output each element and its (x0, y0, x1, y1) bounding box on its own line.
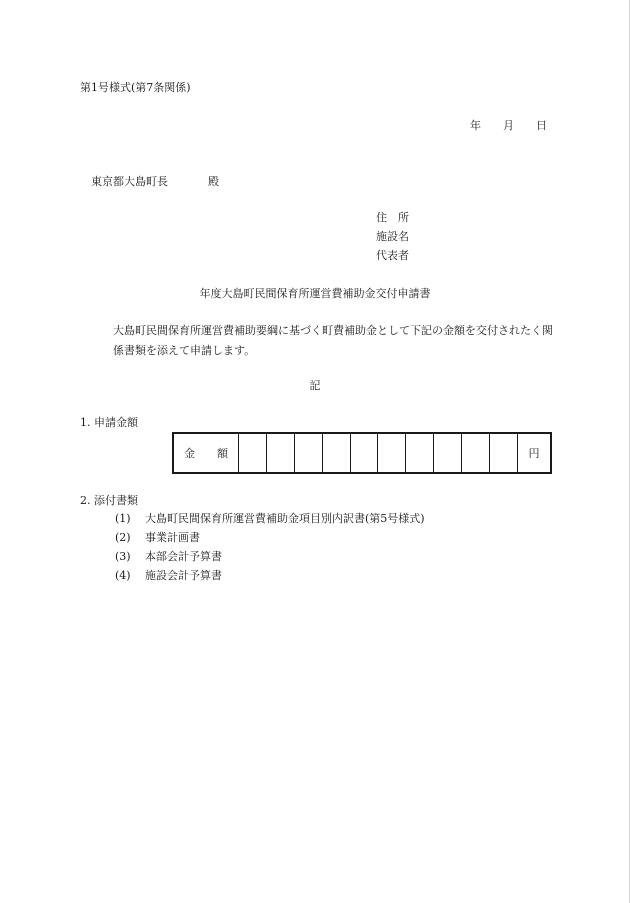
date-line (470, 119, 547, 133)
applicant-facility-label: 施設名 (376, 230, 409, 243)
attachment-number: (3) (115, 550, 131, 563)
attachment-number: (2) (115, 531, 131, 544)
attachment-text: 事業計画書 (145, 531, 200, 544)
digit-cell[interactable] (294, 433, 322, 473)
attachment-item (115, 512, 425, 531)
form-number: 第1号様式(第7条関係) (80, 81, 191, 94)
digit-cell[interactable] (406, 433, 434, 473)
ki-marker: 記 (309, 379, 321, 392)
digit-cell[interactable] (462, 433, 490, 473)
amount-row (173, 433, 551, 473)
amount-unit-cell: 円 (518, 433, 552, 473)
attachment-item (115, 531, 425, 550)
amount-label-cell (173, 433, 239, 473)
attachment-text: 大島町民間保育所運営費補助金項目別内訳書(第5号様式) (145, 512, 425, 525)
addressee-honorific: 殿 (208, 175, 219, 188)
applicant-address-label: 住 所 (376, 211, 409, 224)
date-year: 年 (470, 119, 481, 132)
applicant-block (376, 211, 409, 268)
digit-cell[interactable] (322, 433, 350, 473)
addressee-name: 東京都大島町長 (91, 175, 168, 188)
applicant-representative-label: 代表者 (376, 249, 409, 262)
attachment-number: (1) (115, 512, 131, 525)
date-month: 月 (503, 119, 514, 132)
body-paragraph: 大島町民間保育所運営費補助要綱に基づく町費補助金として下記の金額を交付されたく関係書類を添えて申請します。 (113, 324, 553, 357)
attachment-item (115, 550, 425, 569)
date-day: 日 (536, 119, 547, 132)
digit-cell[interactable] (434, 433, 462, 473)
section-2-heading: 2. 添付書類 (80, 494, 138, 507)
addressee (91, 175, 219, 189)
attachment-text: 施設会計予算書 (145, 569, 222, 582)
document-title: 年度大島町民間保育所運営費補助金交付申請書 (199, 287, 431, 300)
amount-label-part1: 金 (184, 447, 195, 460)
digit-cell[interactable] (378, 433, 406, 473)
amount-table (172, 432, 552, 474)
section-1-heading: 1. 申請金額 (80, 416, 138, 429)
attachment-list (115, 512, 425, 588)
digit-cell[interactable] (490, 433, 518, 473)
amount-label-part2: 額 (217, 447, 228, 460)
digit-cell[interactable] (266, 433, 294, 473)
attachment-item (115, 569, 425, 588)
digit-cell[interactable] (239, 433, 267, 473)
digit-cell[interactable] (350, 433, 378, 473)
attachment-number: (4) (115, 569, 131, 582)
attachment-text: 本部会計予算書 (145, 550, 222, 563)
